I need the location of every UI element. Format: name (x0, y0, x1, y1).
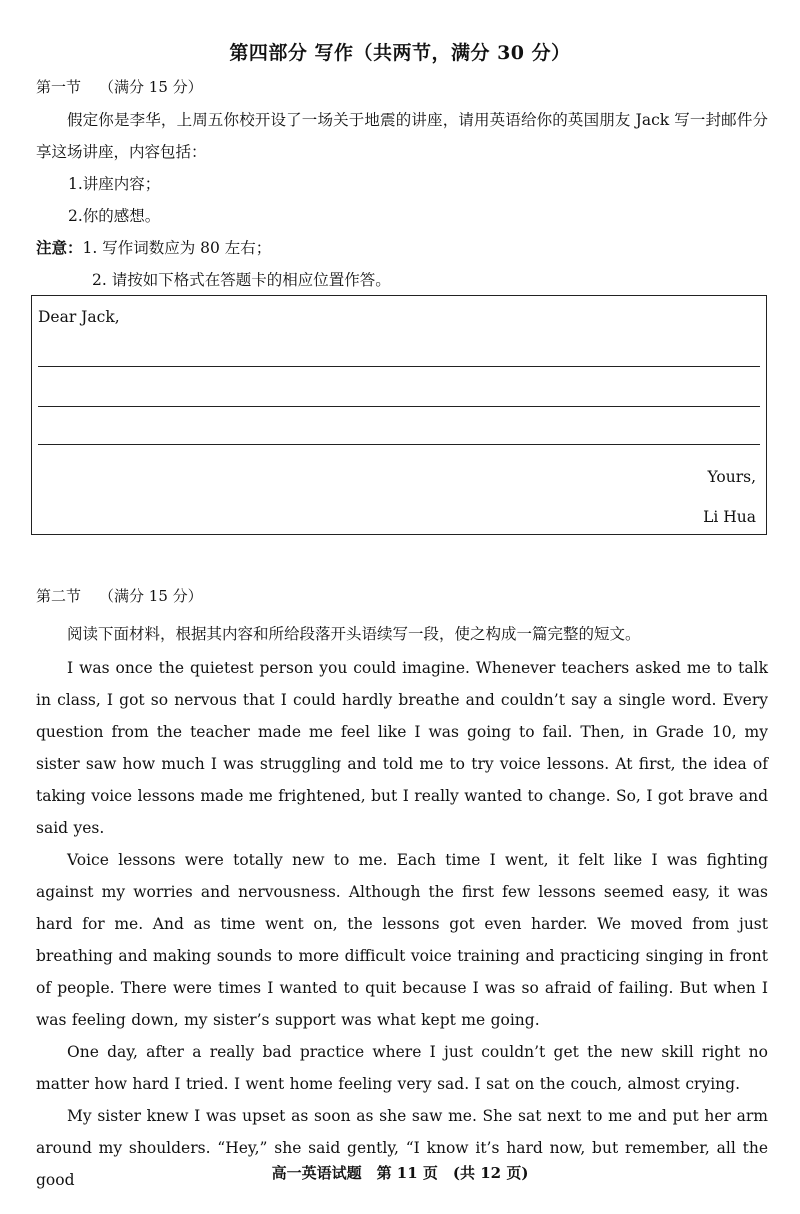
section2-heading-label: 第二节 (36, 587, 82, 605)
section1-heading (36, 76, 203, 97)
section2-score: （满分 15 分） (99, 587, 203, 605)
letter-signature: Li Hua (703, 508, 756, 526)
letter-answer-box (31, 295, 767, 535)
letter-closing: Yours, (707, 468, 756, 486)
story-paragraph-3: One day, after a really bad practice where I just couldn’t get the new skill right no matter how hard I tried. I went home feeling very sad. I sat on the couch, almost crying. (36, 1043, 768, 1093)
writing-line (38, 366, 760, 367)
story-paragraph-1: I was once the quietest person you could imagine. Whenever teachers asked me to talk in class, I got so nervous that I could hardly breathe and couldn’t say a single word. Every question from the teacher made me feel like I was going to fail. Then, in Grade 10, my sister saw how much I was struggling and told me to try voice lessons. At first, the idea of taking voice lessons made me frightened, but I really wanted to change. So, I got brave and said yes. (36, 659, 768, 837)
letter-salutation: Dear Jack, (38, 308, 120, 326)
section1-score: （满分 15 分） (99, 78, 203, 96)
section2-instruction: 阅读下面材料，根据其内容和所给段落开头语续写一段，使之构成一篇完整的短文。 (67, 625, 641, 643)
content-point-1: 1.讲座内容； (68, 175, 161, 193)
content-point-2: 2.你的感想。 (68, 207, 161, 225)
section2-heading (36, 585, 203, 606)
notice-label: 注意： (36, 238, 83, 257)
notice-line-1 (36, 236, 271, 258)
page-footer: 高一英语试题 第 11 页 (共 12 页) (271, 1164, 529, 1182)
story-paragraph-2: Voice lessons were totally new to me. Each time I went, it felt like I was fighting against my worries and nervousness. Although the first few lessons seemed easy, it was hard for me. And as time went on, the lessons got even harder. We moved from just breathing and making sounds to more difficult voice training and practicing singing in front of people. There were times I wanted to quit because I was so afraid of failing. But when I was feeling down, my sister’s support was what kept me going. (36, 851, 768, 1029)
notice-2: 2. 请按如下格式在答题卡的相应位置作答。 (92, 271, 391, 289)
writing-line (38, 406, 760, 407)
writing-line (38, 444, 760, 445)
page-title: 第四部分 写作（共两节，满分 30 分） (229, 42, 571, 64)
section1-prompt: 假定你是李华，上周五你校开设了一场关于地震的讲座，请用英语给你的英国朋友 Jack 写一封邮件分享这场讲座，内容包括： (36, 111, 768, 161)
story-passage (36, 652, 768, 1196)
notice-1: 1. 写作词数应为 80 左右； (82, 239, 272, 257)
story-paragraph-4: My sister knew I was upset as soon as she saw me. She sat next to me and put her arm around my shoulders. “Hey,” she said gently, “I know it’s hard now, but remember, all the good (36, 1107, 768, 1189)
section1-heading-label: 第一节 (36, 78, 82, 96)
